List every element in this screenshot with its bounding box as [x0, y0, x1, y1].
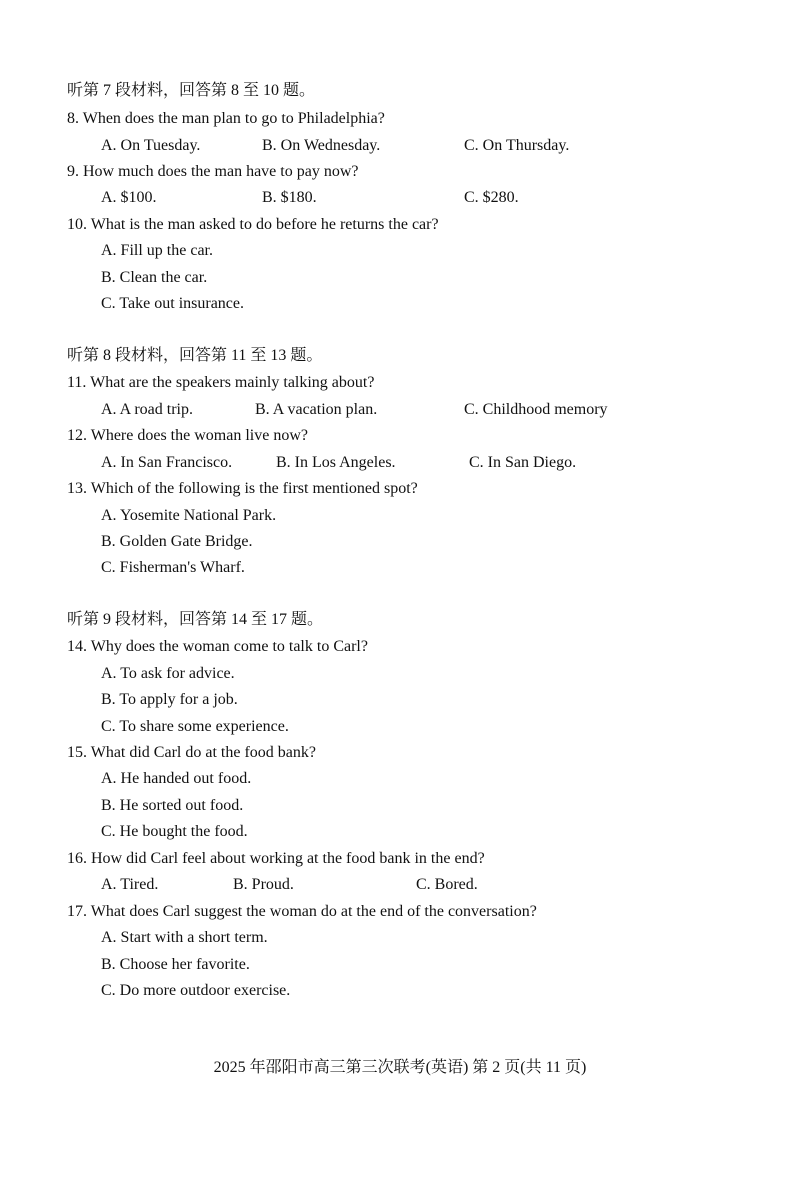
- question-stem: 13. Which of the following is the first mentioned spot?: [67, 480, 418, 497]
- option-b: B. Clean the car.: [101, 269, 208, 286]
- question-stem: 15. What did Carl do at the food bank?: [67, 744, 316, 761]
- option-c: C. Childhood memory: [464, 401, 608, 418]
- option-b: B. He sorted out food.: [101, 797, 244, 814]
- option-a: A. Tired.: [101, 876, 159, 893]
- option-c: C. Fisherman's Wharf.: [101, 559, 245, 576]
- section-header: 听第 7 段材料，回答第 8 至 10 题。: [67, 82, 316, 99]
- option-b: B. On Wednesday.: [262, 137, 381, 154]
- option-c: C. To share some experience.: [101, 718, 289, 735]
- option-a: A. Fill up the car.: [101, 242, 213, 259]
- question-stem: 16. How did Carl feel about working at the food bank in the end?: [67, 850, 485, 867]
- option-c: C. In San Diego.: [469, 454, 577, 471]
- option-c: C. He bought the food.: [101, 823, 248, 840]
- option-a: A. In San Francisco.: [101, 454, 233, 471]
- question-stem: 11. What are the speakers mainly talking about?: [67, 374, 375, 391]
- option-a: A. $100.: [101, 189, 157, 206]
- option-b: B. Golden Gate Bridge.: [101, 533, 253, 550]
- option-b: B. Proud.: [233, 876, 294, 893]
- option-b: B. Choose her favorite.: [101, 956, 250, 973]
- question-stem: 8. When does the man plan to go to Philadelphia?: [67, 110, 385, 127]
- question-stem: 14. Why does the woman come to talk to Carl?: [67, 638, 368, 655]
- option-a: A. A road trip.: [101, 401, 193, 418]
- option-a: A. Yosemite National Park.: [101, 507, 277, 524]
- section-header: 听第 8 段材料，回答第 11 至 13 题。: [67, 347, 323, 364]
- option-c: C. Take out insurance.: [101, 295, 244, 312]
- question-stem: 12. Where does the woman live now?: [67, 427, 308, 444]
- option-c: C. Bored.: [416, 876, 478, 893]
- question-stem: 10. What is the man asked to do before he returns the car?: [67, 216, 439, 233]
- option-b: B. In Los Angeles.: [276, 454, 396, 471]
- option-b: B. $180.: [262, 189, 317, 206]
- option-c: C. $280.: [464, 189, 519, 206]
- page-footer: 2025 年邵阳市高三第三次联考(英语) 第 2 页(共 11 页): [213, 1059, 587, 1076]
- section-header: 听第 9 段材料，回答第 14 至 17 题。: [67, 611, 324, 628]
- option-a: A. To ask for advice.: [101, 665, 235, 682]
- option-b: B. To apply for a job.: [101, 691, 238, 708]
- question-stem: 9. How much does the man have to pay now?: [67, 163, 359, 180]
- option-c: C. Do more outdoor exercise.: [101, 982, 291, 999]
- option-a: A. Start with a short term.: [101, 929, 268, 946]
- option-c: C. On Thursday.: [464, 137, 570, 154]
- question-stem: 17. What does Carl suggest the woman do at the end of the conversation?: [67, 903, 537, 920]
- option-a: A. He handed out food.: [101, 770, 252, 787]
- option-a: A. On Tuesday.: [101, 137, 201, 154]
- option-b: B. A vacation plan.: [255, 401, 378, 418]
